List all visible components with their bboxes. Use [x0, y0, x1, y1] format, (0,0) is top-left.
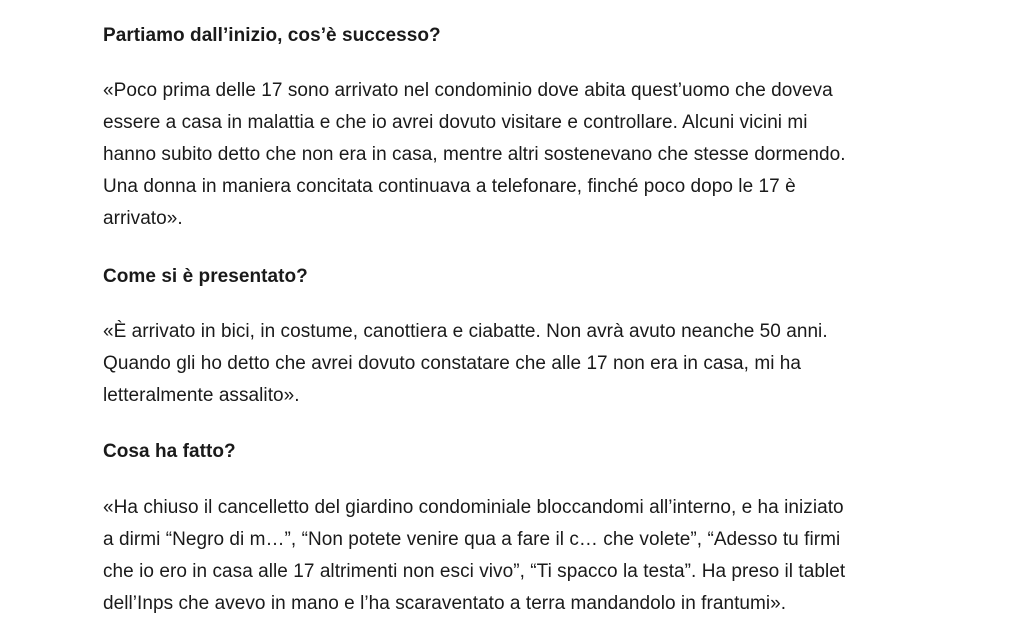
- answer-line: «Ha chiuso il cancelletto del giardino condominiale bloccandomi all’interno, e ha iniziato: [103, 497, 844, 518]
- interview-question: Partiamo dall’inizio, cos’è successo?: [103, 25, 441, 46]
- answer-line: essere a casa in malattia e che io avrei dovuto visitare e controllare. Alcuni vicini mi: [103, 112, 808, 133]
- interview-answer: [103, 75, 846, 235]
- answer-line: «Poco prima delle 17 sono arrivato nel condominio dove abita quest’uomo che doveva: [103, 80, 833, 101]
- answer-line: hanno subito detto che non era in casa, mentre altri sostenevano che stesse dormendo.: [103, 144, 846, 165]
- answer-line: Quando gli ho detto che avrei dovuto constatare che alle 17 non era in casa, mi ha: [103, 353, 802, 374]
- answer-line: arrivato».: [103, 208, 183, 229]
- answer-line: che io ero in casa alle 17 altrimenti non esci vivo”, “Ti spacco la testa”. Ha preso il tablet: [103, 561, 846, 582]
- answer-line: Una donna in maniera concitata continuava a telefonare, finché poco dopo le 17 è: [103, 176, 796, 197]
- answer-line: a dirmi “Negro di m…”, “Non potete venire qua a fare il c… che volete”, “Adesso tu firmi: [103, 529, 841, 550]
- interview-question: Cosa ha fatto?: [103, 441, 236, 462]
- answer-line: «È arrivato in bici, in costume, canottiera e ciabatte. Non avrà avuto neanche 50 anni.: [103, 321, 828, 342]
- answer-line: letteralmente assalito».: [103, 385, 300, 406]
- interview-answer: [103, 492, 845, 620]
- interview-answer: [103, 316, 828, 412]
- interview-question: Come si è presentato?: [103, 266, 308, 287]
- answer-line: dell’Inps che avevo in mano e l’ha scaraventato a terra mandandolo in frantumi».: [103, 593, 787, 614]
